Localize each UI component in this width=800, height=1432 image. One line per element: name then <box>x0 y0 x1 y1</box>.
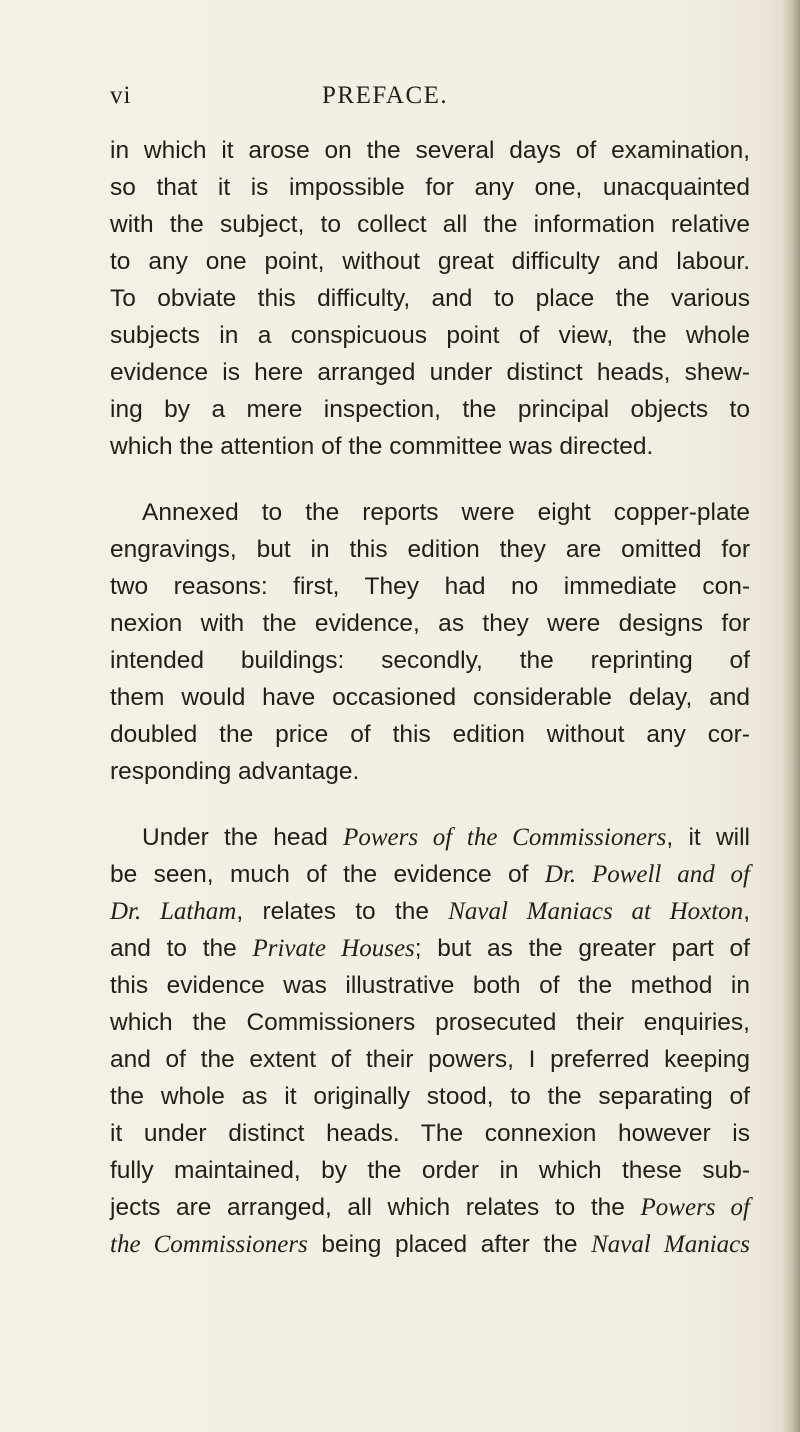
italic-reference: Powers of the Commissioners <box>343 824 667 851</box>
text-line: evidence is here arranged under distinct heads, shew- <box>110 359 750 386</box>
text-segment: , <box>743 898 750 925</box>
running-title: PREFACE. <box>322 82 449 109</box>
italic-reference: Dr. Powell and of <box>544 861 750 888</box>
body-text <box>110 132 750 1263</box>
text-line: them would have occasioned considerable delay, and <box>110 684 750 711</box>
paragraph-3 <box>110 819 750 1263</box>
italic-reference: Dr. Latham <box>110 898 237 925</box>
text-line: to any one point, without great difficulty and labour. <box>110 248 750 275</box>
text-line: two reasons: first, They had no immediate con- <box>110 573 750 600</box>
text-line: engravings, but in this edition they are omitted for <box>110 536 750 563</box>
text-segment: being placed after the <box>307 1231 592 1258</box>
text-line: with the subject, to collect all the information relative <box>110 211 750 238</box>
italic-reference: Naval Maniacs <box>591 1231 750 1258</box>
text-line: intended buildings: secondly, the reprinting of <box>110 647 750 674</box>
text-line: which the Commissioners prosecuted their enquiries, <box>110 1009 750 1036</box>
text-segment: and to the <box>110 935 253 962</box>
text-line: Annexed to the reports were eight copper-plate <box>142 499 750 526</box>
italic-reference: Naval Maniacs at Hoxton <box>448 898 744 925</box>
page-edge-shadow <box>782 0 800 1432</box>
text-line: this evidence was illustrative both of the method in <box>110 972 750 999</box>
text-segment: , relates to the <box>236 898 449 925</box>
text-line: doubled the price of this edition without any cor- <box>110 721 750 748</box>
text-line <box>110 856 750 893</box>
text-line <box>110 893 750 930</box>
paragraph-2 <box>110 494 750 790</box>
text-segment: Under the head <box>142 824 344 851</box>
text-line: the whole as it originally stood, to the separating of <box>110 1083 750 1110</box>
text-segment: ; but as the greater part of <box>414 935 750 962</box>
text-line: ing by a mere inspection, the principal objects to <box>110 396 750 423</box>
text-line <box>110 819 750 856</box>
paragraph-gap <box>110 790 750 819</box>
text-line: so that it is impossible for any one, unacquainted <box>110 174 750 201</box>
text-segment: be seen, much of the evidence of <box>110 861 545 888</box>
text-line: fully maintained, by the order in which these sub- <box>110 1157 750 1184</box>
text-line <box>110 930 750 967</box>
text-line: To obviate this difficulty, and to place the various <box>110 285 750 312</box>
text-segment: , it will <box>666 824 750 851</box>
page-number: vi <box>110 82 132 109</box>
running-head <box>110 82 750 112</box>
paragraph-gap <box>110 465 750 494</box>
text-line <box>110 1226 750 1263</box>
paragraph-1 <box>110 132 750 465</box>
text-line: and of the extent of their powers, I preferred keeping <box>110 1046 750 1073</box>
text-line: responding advantage. <box>110 758 360 785</box>
italic-reference: Private Houses <box>252 935 415 962</box>
text-line: subjects in a conspicuous point of view, the whole <box>110 322 750 349</box>
text-segment: jects are arranged, all which relates to the <box>110 1194 641 1221</box>
italic-reference: Powers of <box>640 1194 751 1221</box>
text-line: in which it arose on the several days of examination, <box>110 137 750 164</box>
text-line: nexion with the evidence, as they were designs for <box>110 610 750 637</box>
text-line: which the attention of the committee was directed. <box>110 433 654 460</box>
italic-reference: the Commissioners <box>110 1231 308 1258</box>
text-line <box>110 1189 750 1226</box>
text-line: it under distinct heads. The connexion however is <box>110 1120 750 1147</box>
